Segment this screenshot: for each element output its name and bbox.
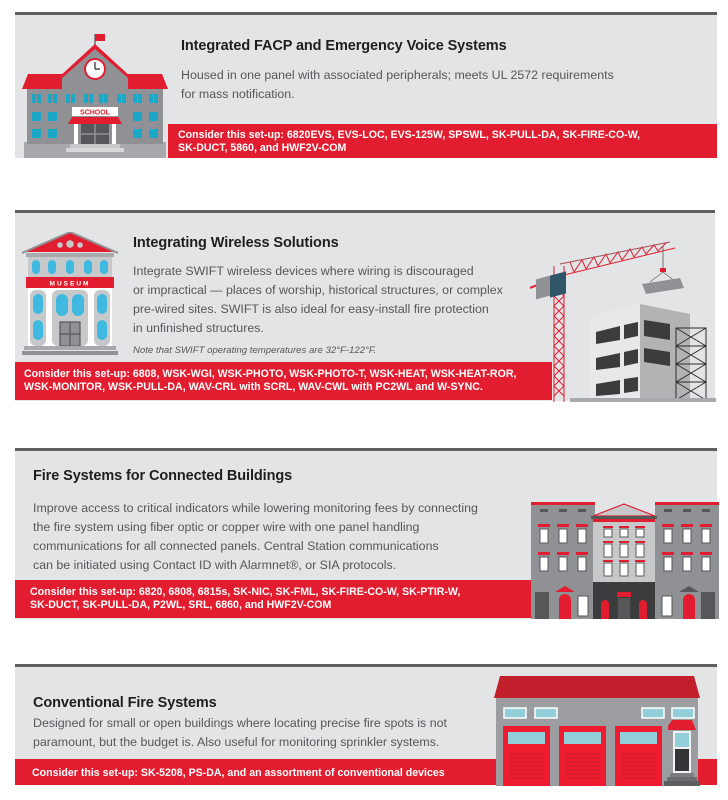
svg-text:SCHOOL: SCHOOL — [80, 109, 110, 117]
section-body — [181, 66, 661, 104]
setup-band — [15, 362, 552, 400]
setup-line: SK-DUCT, 5860, and HWF2V-COM — [178, 142, 347, 154]
museum-building-icon — [22, 232, 118, 356]
setup-line: Consider this set-up: 6820, 6808, 6815s, SK-NIC, SK-FML, SK-FIRE-CO-W, SK-PTIR-W, — [30, 586, 461, 598]
section-body — [33, 714, 493, 752]
svg-text:MUSEUM: MUSEUM — [49, 280, 91, 288]
section-body — [33, 499, 523, 575]
setup-line: Consider this set-up: 6808, WSK-WGI, WSK-PHOTO, WSK-PHOTO-T, WSK-HEAT, WSK-HEAT-ROR, — [24, 368, 517, 380]
body-line: the fire system using fiber optic or copper wire with one panel handling — [33, 520, 420, 534]
body-line: Housed in one panel with associated peripherals; meets UL 2572 requirements — [181, 68, 614, 82]
body-line: or impractical — places of worship, historical structures, or complex — [133, 283, 503, 297]
section-title: Integrated FACP and Emergency Voice Systems — [181, 38, 507, 54]
temperature-note: Note that SWIFT operating temperatures are 32°F-122°F. — [133, 345, 377, 356]
body-line: communications for all connected panels. Central Station communications — [33, 539, 439, 553]
setup-line: SK-DUCT, SK-PULL-DA, P2WL, SRL, 6860, and HWF2V-COM — [30, 599, 332, 611]
fire-station-icon — [492, 676, 702, 786]
body-line: in unfinished structures. — [133, 321, 264, 335]
school-building-icon — [22, 34, 168, 158]
construction-crane-icon — [530, 236, 720, 406]
section-title: Integrating Wireless Solutions — [133, 235, 339, 251]
body-line: can be initiated using Contact ID with Alarmnet®, or SIA protocols. — [33, 558, 397, 572]
body-line: Integrate SWIFT wireless devices where wiring is discouraged — [133, 264, 474, 278]
body-line: pre-wired sites. SWIFT is also ideal for easy-install fire protection — [133, 302, 489, 316]
setup-band — [15, 580, 531, 618]
setup-line: WSK-MONITOR, WSK-PULL-DA, WAV-CRL with SCRL, WAV-CWL with PC2WL and W-SYNC. — [24, 381, 483, 393]
body-line: Designed for small or open buildings where locating precise fire spots is not — [33, 716, 447, 730]
setup-line: Consider this set-up: 6820EVS, EVS-LOC, EVS-125W, SPSWL, SK-PULL-DA, SK-FIRE-CO-W, — [178, 129, 641, 141]
section-title: Fire Systems for Connected Buildings — [33, 468, 293, 484]
section-body — [133, 262, 533, 338]
setup-band — [168, 124, 717, 158]
setup-line: Consider this set-up: SK-5208, PS-DA, and an assortment of conventional devices — [32, 767, 445, 779]
body-line: paramount, but the budget is. Also useful for monitoring sprinkler systems. — [33, 735, 440, 749]
townhouse-buildings-icon — [531, 500, 719, 619]
body-line: Improve access to critical indicators while lowering monitoring fees by connecting — [33, 501, 478, 515]
section-title: Conventional Fire Systems — [33, 695, 217, 711]
body-line: for mass notification. — [181, 87, 295, 101]
